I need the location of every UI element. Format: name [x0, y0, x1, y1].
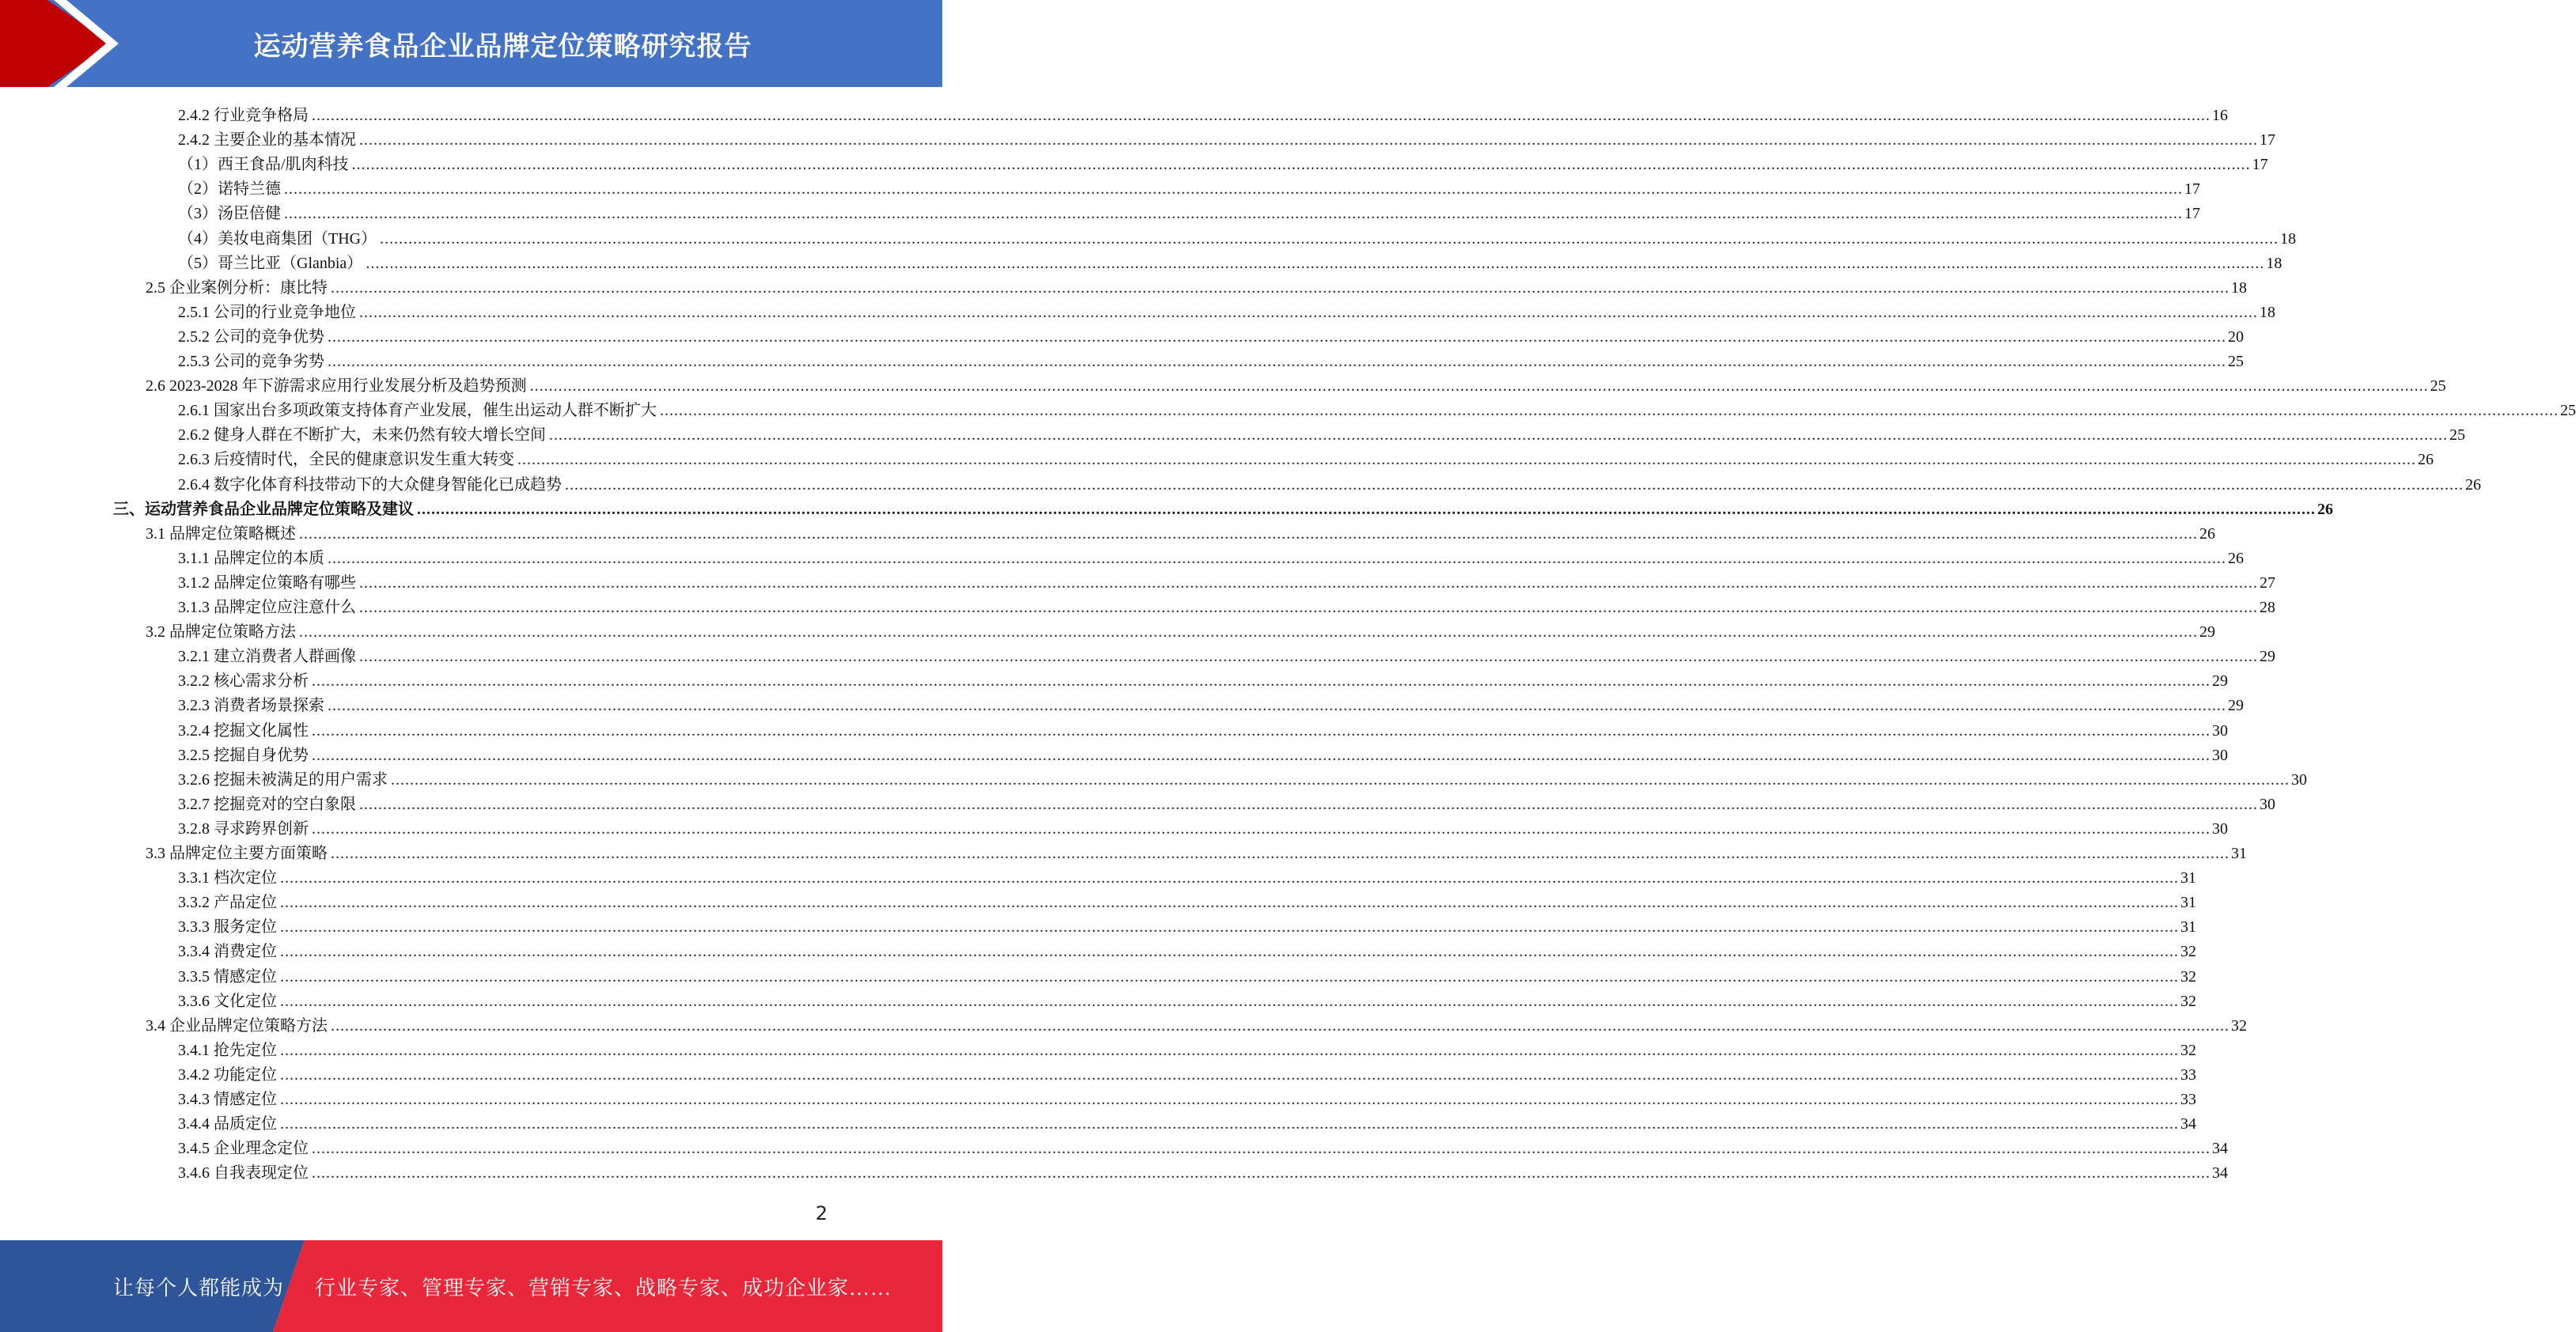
toc-entry[interactable]	[178, 765, 2307, 789]
toc-entry[interactable]	[113, 494, 2333, 519]
toc-entry[interactable]	[178, 641, 2275, 666]
toc-entry[interactable]	[146, 1011, 2247, 1035]
toc-entry-label: 3.4.4 品质定位	[178, 1115, 277, 1133]
toc-leader-dots: ................................................................................................................................................................................................................................................................................................................................................................................................................	[312, 672, 2210, 691]
chevron-arrow-icon	[0, 0, 127, 87]
toc-leader-dots: ................................................................................................................................................................................................................................................................................................................................................................................................................	[280, 869, 2179, 887]
toc-entry-label: 2.6.2 健身人群在不断扩大，未来仍然有较大增长空间	[178, 426, 546, 445]
toc-leader-dots: ................................................................................................................................................................................................................................................................................................................................................................................................................	[529, 377, 2429, 395]
toc-entry-page: 31	[2180, 894, 2196, 912]
toc-entry[interactable]	[178, 470, 2481, 494]
toc-entry-page: 34	[2212, 1140, 2228, 1158]
toc-entry-label: 3.4.2 功能定位	[178, 1065, 277, 1084]
toc-entry[interactable]	[178, 149, 2268, 174]
toc-leader-dots: ................................................................................................................................................................................................................................................................................................................................................................................................................	[328, 549, 2226, 567]
toc-entry[interactable]	[178, 568, 2275, 592]
toc-entry[interactable]	[178, 937, 2196, 961]
toc-entry-page: 30	[2291, 770, 2307, 789]
toc-entry-page: 18	[2280, 229, 2297, 248]
toc-entry-page: 29	[2199, 623, 2215, 641]
toc-entry-page: 26	[2228, 549, 2244, 567]
toc-entry-label: 2.6.4 数字化体育科技带动下的大众健身智能化已成趋势	[178, 475, 562, 494]
toc-entry[interactable]	[178, 395, 2576, 420]
toc-entry-page: 16	[2212, 107, 2228, 124]
toc-entry-label: 3.1 品牌定位策略概述	[146, 524, 296, 543]
toc-entry-label: 3.3.3 服务定位	[178, 918, 277, 937]
toc-entry[interactable]	[178, 716, 2228, 740]
toc-leader-dots: ................................................................................................................................................................................................................................................................................................................................................................................................................	[312, 1164, 2210, 1183]
toc-leader-dots: ................................................................................................................................................................................................................................................................................................................................................................................................................	[299, 623, 2198, 641]
toc-entry-page: 28	[2260, 599, 2275, 616]
toc-entry[interactable]	[178, 1133, 2228, 1158]
toc-entry-page: 25	[2449, 426, 2465, 445]
toc-entry-label: 2.5.1 公司的行业竞争地位	[178, 303, 356, 321]
toc-entry-label: 2.6.3 后疫情时代，全民的健康意识发生重大转变	[178, 451, 514, 469]
toc-entry-page: 29	[2212, 672, 2228, 691]
toc-entry[interactable]	[178, 1060, 2196, 1084]
toc-entry-page: 29	[2228, 697, 2244, 715]
toc-entry[interactable]	[146, 617, 2215, 641]
toc-leader-dots: ................................................................................................................................................................................................................................................................................................................................................................................................................	[359, 573, 2258, 592]
toc-entry-label: 2.4.2 行业竞争格局	[178, 107, 309, 124]
toc-entry-page: 18	[2231, 278, 2247, 297]
toc-entry-label: 2.5.3 公司的竞争劣势	[178, 353, 324, 370]
toc-entry-page: 17	[2184, 180, 2200, 199]
toc-entry-label: 3.2.4 挖掘文化属性	[178, 721, 309, 740]
toc-entry[interactable]	[178, 543, 2244, 568]
toc-entry[interactable]	[178, 322, 2244, 346]
page-number: 2	[815, 1202, 828, 1224]
toc-leader-dots: ................................................................................................................................................................................................................................................................................................................................................................................................................	[280, 1065, 2179, 1084]
toc-entry[interactable]	[146, 519, 2215, 543]
header-banner	[0, 0, 942, 87]
toc-entry[interactable]	[178, 863, 2196, 887]
footer-slogan-right: 行业专家、管理专家、营销专家、战略专家、成功企业家……	[315, 1276, 892, 1300]
toc-entry-page: 26	[2199, 524, 2215, 543]
toc-entry[interactable]	[178, 346, 2244, 371]
toc-entry-label: 3.2 品牌定位策略方法	[146, 623, 296, 641]
toc-entry-label: 3.4.1 抢先定位	[178, 1041, 277, 1059]
toc-leader-dots: ................................................................................................................................................................................................................................................................................................................................................................................................................	[284, 180, 2183, 199]
toc-entry[interactable]	[178, 592, 2275, 617]
toc-leader-dots: ................................................................................................................................................................................................................................................................................................................................................................................................................	[280, 943, 2179, 961]
toc-leader-dots: ................................................................................................................................................................................................................................................................................................................................................................................................................	[549, 426, 2448, 445]
toc-entry-page: 25	[2228, 353, 2244, 370]
toc-entry-page: 17	[2252, 156, 2268, 174]
toc-entry-page: 26	[2317, 500, 2333, 518]
toc-entry-label: 3.4.5 企业理念定位	[178, 1140, 309, 1158]
toc-leader-dots: ................................................................................................................................................................................................................................................................................................................................................................................................................	[328, 697, 2226, 715]
toc-entry-label: 2.5.2 公司的竞争优势	[178, 327, 324, 346]
toc-entry[interactable]	[178, 1158, 2228, 1183]
toc-entry[interactable]	[178, 814, 2228, 838]
toc-entry-label: （3）汤臣倍健	[178, 205, 281, 223]
toc-entry-label: 3.2.1 建立消费者人群画像	[178, 648, 356, 666]
toc-entry[interactable]	[146, 838, 2247, 863]
toc-leader-dots: ................................................................................................................................................................................................................................................................................................................................................................................................................	[312, 1140, 2210, 1158]
toc-entry-label: 3.3 品牌定位主要方面策略	[146, 845, 328, 862]
toc-entry-page: 29	[2260, 648, 2275, 666]
toc-entry-page: 33	[2180, 1065, 2196, 1084]
toc-leader-dots: ................................................................................................................................................................................................................................................................................................................................................................................................................	[299, 524, 2198, 543]
toc-entry-label: 3.1.3 品牌定位应注意什么	[178, 599, 356, 616]
toc-entry-page: 32	[2180, 943, 2196, 961]
toc-entry-label: 3.3.4 消费定位	[178, 943, 277, 961]
toc-entry[interactable]	[146, 371, 2446, 395]
toc-entry-label: 3.2.3 消费者场景探索	[178, 697, 324, 715]
toc-entry-label: （4）美妆电商集团（THG）	[178, 229, 377, 248]
toc-leader-dots: ................................................................................................................................................................................................................................................................................................................................................................................................................	[280, 894, 2179, 912]
toc-leader-dots: ................................................................................................................................................................................................................................................................................................................................................................................................................	[565, 475, 2464, 494]
toc-leader-dots: ................................................................................................................................................................................................................................................................................................................................................................................................................	[280, 992, 2179, 1010]
toc-leader-dots: ................................................................................................................................................................................................................................................................................................................................................................................................................	[380, 229, 2279, 248]
toc-entry[interactable]	[178, 445, 2434, 469]
toc-leader-dots: ................................................................................................................................................................................................................................................................................................................................................................................................................	[312, 819, 2210, 838]
toc-leader-dots: ................................................................................................................................................................................................................................................................................................................................................................................................................	[284, 205, 2183, 223]
toc-entry-page: 34	[2180, 1115, 2196, 1133]
toc-entry[interactable]	[178, 297, 2275, 322]
toc-leader-dots: ................................................................................................................................................................................................................................................................................................................................................................................................................	[280, 1091, 2179, 1108]
toc-entry[interactable]	[178, 125, 2275, 149]
toc-entry-label: 2.5 企业案例分析：康比特	[146, 278, 328, 297]
toc-entry[interactable]	[178, 1084, 2196, 1109]
toc-entry-page: 30	[2212, 819, 2228, 838]
toc-entry-page: 17	[2184, 205, 2200, 223]
toc-leader-dots: ................................................................................................................................................................................................................................................................................................................................................................................................................	[331, 1016, 2229, 1035]
toc-entry-page: 25	[2430, 377, 2446, 395]
toc-entry[interactable]	[178, 789, 2275, 814]
toc-entry[interactable]	[178, 420, 2465, 445]
toc-entry-label: 3.3.6 文化定位	[178, 992, 277, 1010]
toc-entry[interactable]	[178, 100, 2228, 125]
toc-entry-label: 3.1.2 品牌定位策略有哪些	[178, 573, 356, 592]
toc-entry[interactable]	[178, 199, 2200, 223]
toc-leader-dots: ................................................................................................................................................................................................................................................................................................................................................................................................................	[517, 451, 2416, 469]
toc-leader-dots: ................................................................................................................................................................................................................................................................................................................................................................................................................	[312, 746, 2210, 764]
toc-entry-label: 三、运动营养食品企业品牌定位策略及建议	[113, 500, 414, 518]
toc-entry-page: 30	[2260, 795, 2275, 813]
toc-entry[interactable]	[178, 740, 2228, 765]
toc-entry-label: 3.4.3 情感定位	[178, 1091, 277, 1108]
toc-entry-page: 18	[2260, 303, 2275, 321]
toc-entry[interactable]	[178, 986, 2196, 1011]
toc-entry-page: 26	[2418, 451, 2434, 469]
toc-leader-dots: ................................................................................................................................................................................................................................................................................................................................................................................................................	[280, 918, 2179, 937]
toc-entry-label: 3.2.2 核心需求分析	[178, 672, 309, 691]
toc-leader-dots: ................................................................................................................................................................................................................................................................................................................................................................................................................	[359, 303, 2258, 321]
footer-slogan-left: 让每个人都能成为	[113, 1276, 285, 1300]
toc-entry-page: 30	[2212, 721, 2228, 740]
toc-entry-label: 2.6.1 国家出台多项政策支持体育产业发展，催生出运动人群不断扩大	[178, 402, 657, 420]
report-title: 运动营养食品企业品牌定位策略研究报告	[253, 30, 752, 62]
toc-entry[interactable]	[178, 1109, 2196, 1133]
toc-entry[interactable]	[178, 912, 2196, 937]
footer-banner	[0, 1240, 942, 1332]
toc-leader-dots: ................................................................................................................................................................................................................................................................................................................................................................................................................	[359, 795, 2258, 813]
toc-entry-label: 3.2.8 寻求跨界创新	[178, 819, 309, 838]
toc-entry-label: 3.3.2 产品定位	[178, 894, 277, 912]
toc-leader-dots: ................................................................................................................................................................................................................................................................................................................................................................................................................	[312, 107, 2210, 124]
toc-entry-page: 31	[2180, 869, 2196, 887]
toc-leader-dots: ................................................................................................................................................................................................................................................................................................................................................................................................................	[312, 721, 2210, 740]
toc-entry[interactable]	[178, 887, 2196, 912]
toc-entry-page: 34	[2212, 1164, 2228, 1183]
toc-entry-label: （5）哥兰比亚（Glanbia）	[178, 254, 363, 272]
toc-entry-page: 33	[2180, 1091, 2196, 1108]
toc-entry-label: 3.3.5 情感定位	[178, 967, 277, 986]
toc-leader-dots: ................................................................................................................................................................................................................................................................................................................................................................................................................	[331, 845, 2229, 862]
toc-entry-label: 3.2.6 挖掘未被满足的用户需求	[178, 770, 388, 789]
toc-entry-page: 31	[2180, 918, 2196, 937]
toc-leader-dots: ................................................................................................................................................................................................................................................................................................................................................................................................................	[391, 770, 2290, 789]
toc-entry-page: 20	[2228, 327, 2244, 346]
toc-entry-label: 3.2.5 挖掘自身优势	[178, 746, 309, 764]
toc-leader-dots: ................................................................................................................................................................................................................................................................................................................................................................................................................	[366, 254, 2265, 272]
toc-entry-page: 27	[2260, 573, 2275, 592]
toc-leader-dots: ................................................................................................................................................................................................................................................................................................................................................................................................................	[328, 353, 2226, 370]
toc-entry[interactable]	[178, 248, 2282, 273]
toc-entry[interactable]	[178, 1035, 2196, 1060]
toc-entry-page: 31	[2231, 845, 2247, 862]
toc-entry-page: 32	[2180, 992, 2196, 1010]
toc-leader-dots: ................................................................................................................................................................................................................................................................................................................................................................................................................	[280, 1115, 2179, 1133]
toc-entry-page: 30	[2212, 746, 2228, 764]
toc-entry-label: （2）诺特兰德	[178, 180, 281, 199]
toc-leader-dots: ................................................................................................................................................................................................................................................................................................................................................................................................................	[359, 648, 2258, 666]
toc-entry[interactable]	[178, 691, 2244, 715]
toc-entry-label: 2.4.2 主要企业的基本情况	[178, 131, 356, 149]
toc-entry[interactable]	[178, 666, 2228, 691]
toc-leader-dots: ................................................................................................................................................................................................................................................................................................................................................................................................................	[280, 1041, 2179, 1059]
toc-entry-page: 32	[2180, 967, 2196, 986]
toc-entry-label: 3.4 企业品牌定位策略方法	[146, 1016, 328, 1035]
toc-leader-dots: ................................................................................................................................................................................................................................................................................................................................................................................................................	[328, 327, 2226, 346]
toc-entry[interactable]	[178, 962, 2196, 986]
toc-entry-label: 2.6 2023-2028 年下游需求应用行业发展分析及趋势预测	[146, 377, 527, 395]
toc-leader-dots: ................................................................................................................................................................................................................................................................................................................................................................................................................	[417, 500, 2316, 518]
toc-entry[interactable]	[178, 224, 2297, 248]
toc-entry-page: 32	[2180, 1041, 2196, 1059]
toc-leader-dots: ................................................................................................................................................................................................................................................................................................................................................................................................................	[359, 599, 2258, 616]
toc-leader-dots: ................................................................................................................................................................................................................................................................................................................................................................................................................	[660, 402, 2559, 420]
toc-entry[interactable]	[146, 273, 2247, 297]
toc-leader-dots: ................................................................................................................................................................................................................................................................................................................................................................................................................	[331, 278, 2229, 297]
toc-entry-page: 32	[2231, 1016, 2247, 1035]
toc-entry[interactable]	[178, 174, 2200, 199]
toc-entry-label: （1）西王食品/肌肉科技	[178, 156, 349, 174]
toc-entry-page: 18	[2266, 254, 2282, 272]
toc-entry-label: 3.2.7 挖掘竞对的空白象限	[178, 795, 356, 813]
toc-leader-dots: ................................................................................................................................................................................................................................................................................................................................................................................................................	[351, 156, 2251, 174]
toc-entry-page: 25	[2560, 402, 2576, 420]
toc-entry-page: 26	[2465, 475, 2481, 494]
toc-leader-dots: ................................................................................................................................................................................................................................................................................................................................................................................................................	[280, 967, 2179, 986]
toc-entry-label: 3.1.1 品牌定位的本质	[178, 549, 324, 567]
toc-entry-page: 17	[2260, 131, 2275, 149]
toc-entry-label: 3.3.1 档次定位	[178, 869, 277, 887]
toc-entry-label: 3.4.6 自我表现定位	[178, 1164, 309, 1183]
toc-leader-dots: ................................................................................................................................................................................................................................................................................................................................................................................................................	[359, 131, 2258, 149]
